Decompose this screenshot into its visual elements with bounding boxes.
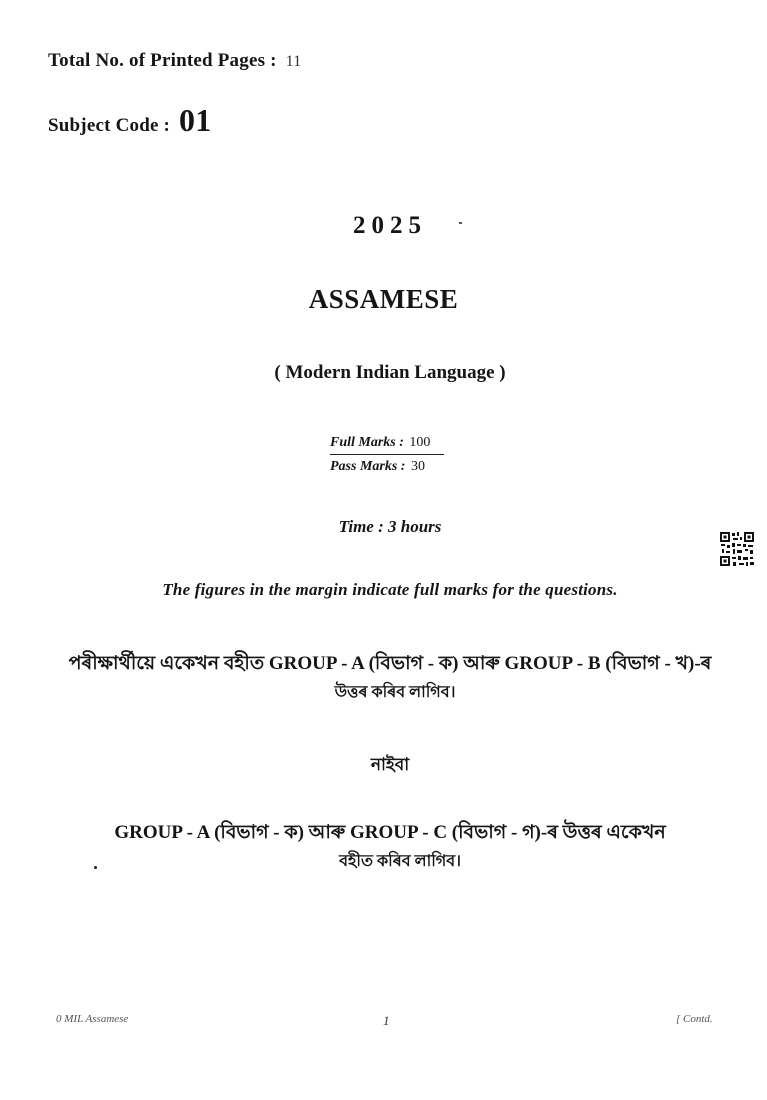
option-two-line-two: বহীত কৰিব লাগিব। bbox=[339, 853, 461, 870]
subject-code-label: Subject Code : bbox=[48, 115, 171, 136]
printed-pages-value: 11 bbox=[285, 53, 302, 70]
marks-divider bbox=[330, 454, 444, 455]
scan-speck bbox=[459, 222, 462, 224]
option-one-line-two: উত্তৰ কৰিব লাগিব। bbox=[334, 684, 456, 701]
language-subtitle: ( Modern Indian Language ) bbox=[274, 362, 506, 383]
option-one-line-one: পৰীক্ষাৰ্থীয়ে একেখন বহীত GROUP - A (বিভাগ - ক) আৰু GROUP - B (বিভাগ - খ)-ৰ bbox=[68, 653, 712, 674]
subject-title: ASSAMESE bbox=[308, 284, 459, 314]
option-two-line-one: GROUP - A (বিভাগ - ক) আৰু GROUP - C (বিভাগ - গ)-ৰ উত্তৰ একেখন bbox=[114, 822, 666, 843]
full-marks-row bbox=[330, 432, 450, 453]
footer-paper-code: 0 MIL Assamese bbox=[56, 1013, 129, 1025]
exam-year: 2025 bbox=[353, 212, 427, 239]
full-marks-label: Full Marks : bbox=[330, 435, 404, 450]
scan-speck bbox=[94, 866, 97, 869]
pass-marks-label: Pass Marks : bbox=[330, 459, 406, 474]
subject-code-value: 01 bbox=[179, 102, 212, 138]
printed-pages-label: Total No. of Printed Pages : bbox=[48, 50, 277, 71]
marks-instruction: The figures in the margin indicate full marks for the questions. bbox=[162, 580, 618, 599]
or-separator: নাইবা bbox=[370, 755, 410, 774]
printed-pages-line bbox=[48, 50, 301, 72]
subject-code-line bbox=[48, 102, 211, 139]
pass-marks-value: 30 bbox=[410, 459, 425, 474]
footer-contd: [ Contd. bbox=[676, 1013, 713, 1025]
full-marks-value: 100 bbox=[409, 435, 431, 450]
qr-code-icon bbox=[719, 531, 755, 567]
marks-block bbox=[330, 432, 450, 477]
footer-page-number: 1 bbox=[383, 1013, 390, 1028]
exam-time: Time : 3 hours bbox=[338, 517, 442, 536]
pass-marks-row bbox=[330, 456, 450, 477]
